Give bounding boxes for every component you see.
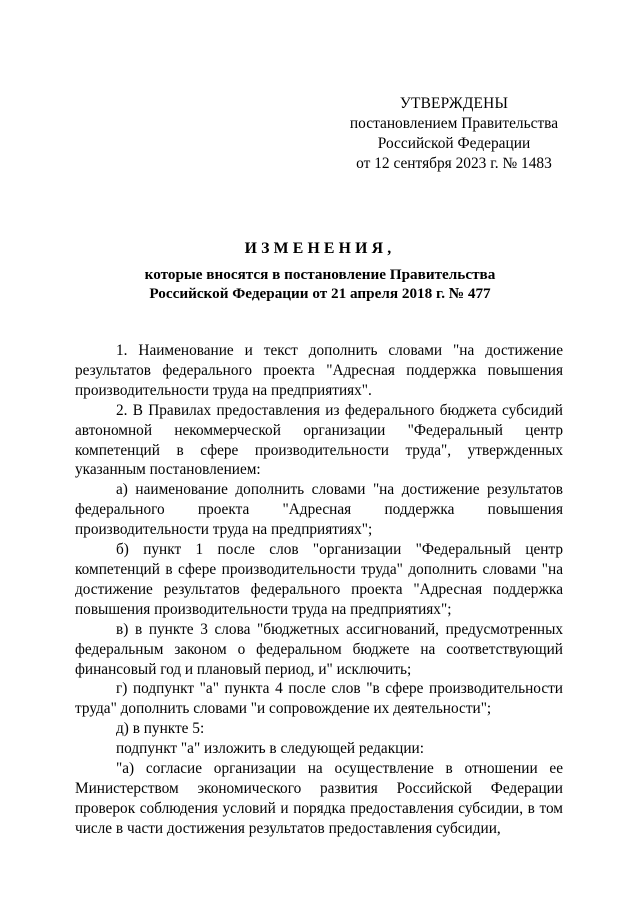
paragraph: б) пункт 1 после слов "организации "Федеральный центр компетенций в сфере производительности труда" дополнить словами "на достижение результатов федерального проекта "Адресная поддержка повышения производительности труда на предприятиях"; xyxy=(75,541,563,618)
document-title: ИЗМЕНЕНИЯ, xyxy=(244,240,396,257)
approval-heading: УТВЕРЖДЕНЫ xyxy=(399,95,509,112)
paragraph: 1. Наименование и текст дополнить словами "на достижение результатов федерального проекта "Адресная поддержка повышения производительности труда на предприятиях". xyxy=(75,342,563,399)
approval-stamp xyxy=(346,94,562,174)
approval-line: от 12 сентября 2023 г. № 1483 xyxy=(356,155,552,172)
paragraph: а) наименование дополнить словами "на достижение результатов федерального проекта "Адресная поддержка повышения производительности труда на предприятиях"; xyxy=(75,481,563,539)
subtitle-line: Российской Федерации от 21 апреля 2018 г. № 477 xyxy=(149,285,491,302)
paragraph: "а) согласие организации на осуществление в отношении ее Министерством экономического развития Российской Федерации проверок соблюдения условий и порядка предоставления субсидии, в том числе в части достижения результатов предоставления субсидии, xyxy=(75,760,563,837)
document-subtitle xyxy=(0,265,640,303)
paragraph: д) в пункте 5: xyxy=(116,720,205,738)
document-body xyxy=(75,341,563,839)
paragraph: в) в пункте 3 слова "бюджетных ассигнований, предусмотренных федеральным законом о федеральном бюджете на соответствующий финансовый год и плановый период, и" исключить; xyxy=(75,620,563,678)
paragraph: подпункт "а" изложить в следующей редакции: xyxy=(116,740,424,758)
approval-line: Российской Федерации xyxy=(377,135,531,152)
approval-line: постановлением Правительства xyxy=(349,115,559,132)
subtitle-line: которые вносятся в постановление Правительства xyxy=(144,266,496,283)
paragraph: г) подпункт "а" пункта 4 после слов "в сфере производительности труда" дополнить словами "и сопровождение их деятельности"; xyxy=(75,680,563,718)
paragraph: 2. В Правилах предоставления из федерального бюджета субсидий автономной некоммерческой организации "Федеральный центр компетенций в сфере производительности труда", утвержденных указанным постановлением: xyxy=(75,401,563,479)
